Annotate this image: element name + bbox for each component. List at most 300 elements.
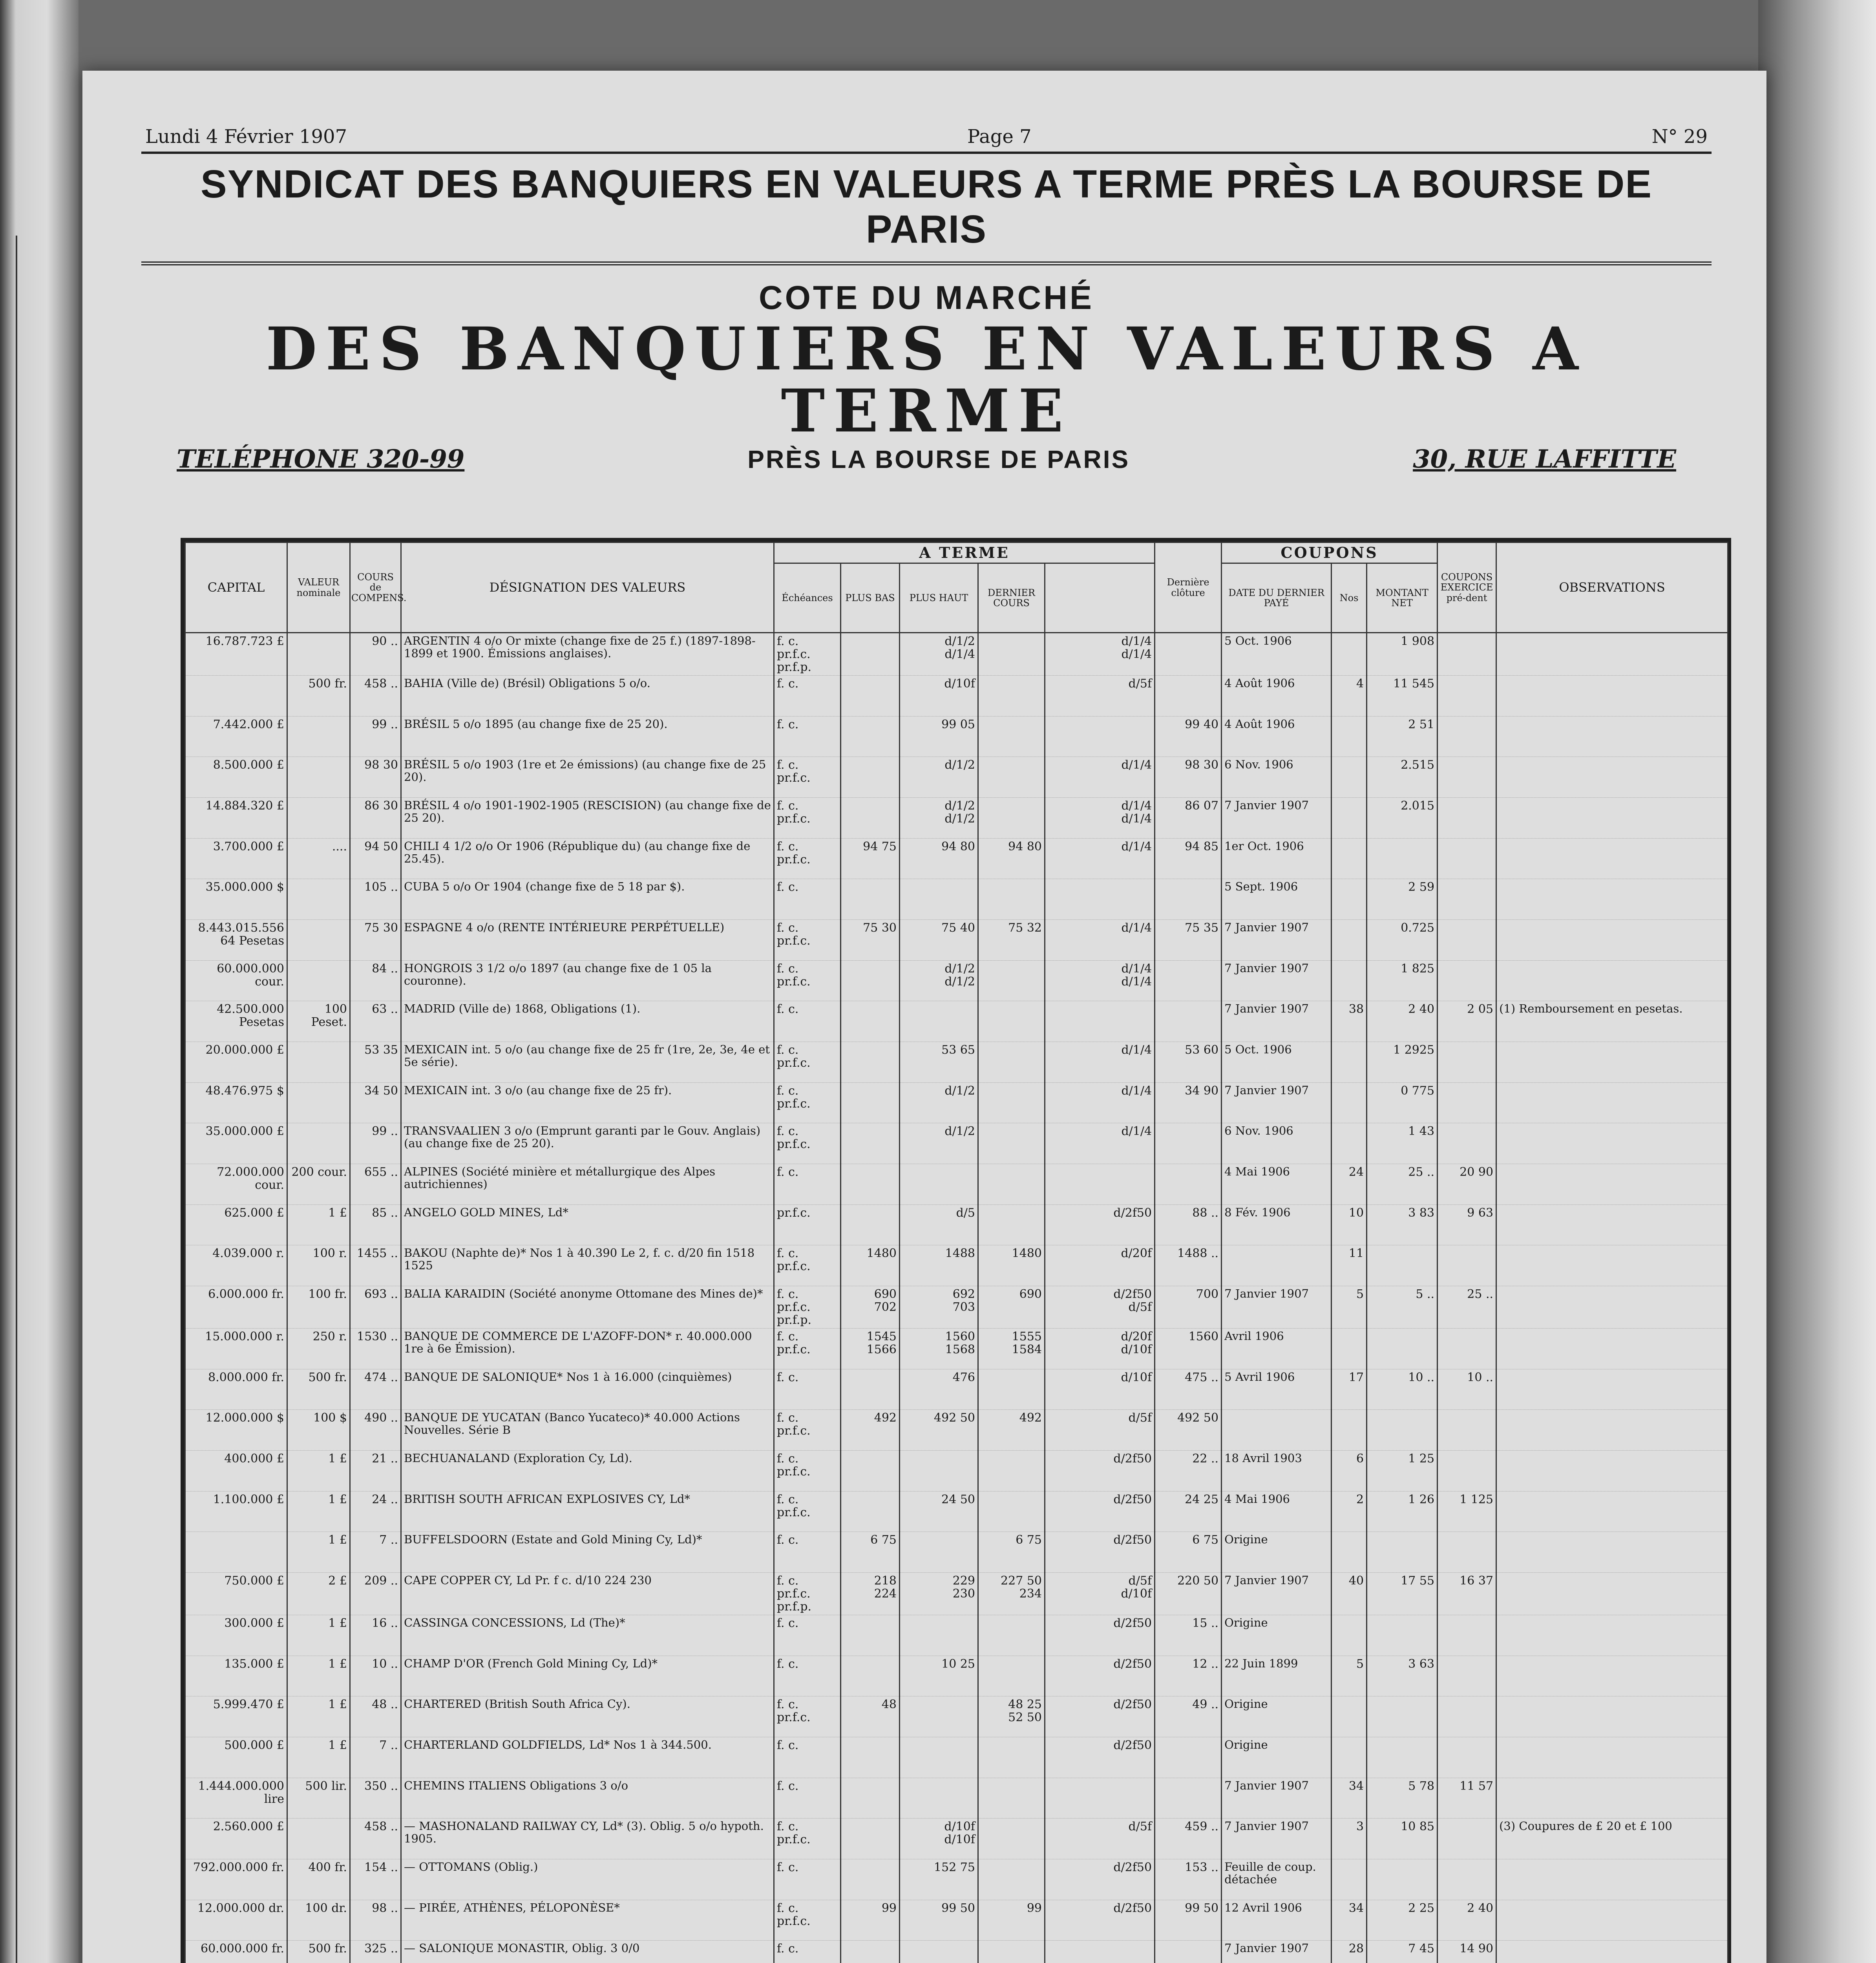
cell-valeur-nominale: 100 $ — [287, 1410, 350, 1451]
cell-valeur-nominale: 2 £ — [287, 1573, 350, 1615]
cell-plus-bas — [841, 1819, 900, 1859]
cell-coupon-date: Avril 1906 — [1222, 1329, 1332, 1369]
cell-coupon-number — [1332, 879, 1367, 920]
cell-derniere-cloture: 220 50 — [1155, 1573, 1222, 1615]
cell-derniere-cloture: 98 30 — [1155, 757, 1222, 798]
cell-observation — [1496, 798, 1728, 839]
cell-plus-haut: d/1/2 d/1/2 — [900, 960, 978, 1001]
cell-designation: — OTTOMANS (Oblig.) — [401, 1859, 774, 1900]
cell-coupon-date: 5 Oct. 1906 — [1222, 633, 1332, 676]
page-edge-strip — [1758, 0, 1876, 1963]
cell-report: d/2f50 — [1045, 1656, 1155, 1696]
cell-observation: (1) Remboursement en pesetas. — [1496, 1001, 1728, 1042]
cell-dernier-cours: 1480 — [978, 1245, 1045, 1286]
cell-coupon-number: 5 — [1332, 1286, 1367, 1329]
cote-heading: COTE DU MARCHÉ — [759, 279, 1094, 316]
cell-plus-haut: 75 40 — [900, 920, 978, 961]
cell-valeur-nominale — [287, 1123, 350, 1164]
cell-coupon-precedent — [1438, 1451, 1496, 1491]
cell-designation: CAPE COPPER CY, Ld Pr. f c. d/10 224 230 — [401, 1573, 774, 1615]
cell-dernier-cours — [978, 676, 1045, 716]
cell-coupon-precedent: 20 90 — [1438, 1164, 1496, 1205]
cell-derniere-cloture — [1155, 1778, 1222, 1819]
cell-montant-net: 0 775 — [1367, 1082, 1438, 1123]
cell-designation: ANGELO GOLD MINES, Ld* — [401, 1204, 774, 1245]
cell-coupon-precedent — [1438, 1245, 1496, 1286]
cell-montant-net: 2 51 — [1367, 716, 1438, 757]
cell-coupon-date: Origine — [1222, 1615, 1332, 1656]
cell-derniere-cloture: 6 75 — [1155, 1532, 1222, 1573]
newspaper-page — [82, 71, 1766, 1963]
cell-plus-haut — [900, 1001, 978, 1042]
cell-designation: BRÉSIL 4 o/o 1901-1902-1905 (RESCISION) (au change fixe de 25 20). — [401, 798, 774, 839]
cell-derniere-cloture: 24 25 — [1155, 1491, 1222, 1532]
cell-coupon-number: 34 — [1332, 1778, 1367, 1819]
cell-report: d/2f50 — [1045, 1615, 1155, 1656]
cell-valeur-nominale — [287, 716, 350, 757]
cell-montant-net — [1367, 1410, 1438, 1451]
col-coupons-exercice: COUPONS EXERCICE pré-dent — [1438, 543, 1496, 633]
cell-report: d/2f50 — [1045, 1451, 1155, 1491]
cell-observation — [1496, 1656, 1728, 1696]
cell-dernier-cours: 94 80 — [978, 838, 1045, 879]
cell-echeances: f. c. — [774, 1941, 841, 1963]
cell-coupon-date: Origine — [1222, 1737, 1332, 1778]
cell-montant-net: 5 .. — [1367, 1286, 1438, 1329]
cell-coupon-date: 7 Janvier 1907 — [1222, 1778, 1332, 1819]
table-row — [185, 1737, 1728, 1778]
cell-montant-net: 10 .. — [1367, 1369, 1438, 1410]
cell-montant-net: 2.515 — [1367, 757, 1438, 798]
table-row — [185, 1778, 1728, 1819]
cell-dernier-cours — [978, 1615, 1045, 1656]
cell-report: d/2f50 — [1045, 1532, 1155, 1573]
cell-cours-compens: 693 .. — [350, 1286, 401, 1329]
cell-derniere-cloture: 459 .. — [1155, 1819, 1222, 1859]
col-coupon-number: Nos — [1332, 563, 1367, 633]
cell-capital: 42.500.000 Pesetas — [185, 1001, 287, 1042]
cell-plus-bas — [841, 1941, 900, 1963]
cell-coupon-date: 4 Mai 1906 — [1222, 1491, 1332, 1532]
cell-echeances: f. c. — [774, 676, 841, 716]
cell-coupon-number — [1332, 1737, 1367, 1778]
cell-montant-net — [1367, 838, 1438, 879]
cell-coupon-date: Origine — [1222, 1696, 1332, 1737]
table-row — [185, 1941, 1728, 1963]
cell-coupon-number: 2 — [1332, 1491, 1367, 1532]
cell-observation — [1496, 1286, 1728, 1329]
cell-observation — [1496, 1941, 1728, 1963]
cell-cours-compens: 458 .. — [350, 1819, 401, 1859]
cell-montant-net — [1367, 1532, 1438, 1573]
cell-coupon-precedent — [1438, 1532, 1496, 1573]
cell-plus-haut: 152 75 — [900, 1859, 978, 1900]
cell-report: d/1/4 d/1/4 — [1045, 960, 1155, 1001]
cell-report: d/2f50 — [1045, 1859, 1155, 1900]
col-plus-haut: PLUS HAUT — [900, 563, 978, 633]
cell-derniere-cloture: 94 85 — [1155, 838, 1222, 879]
cell-derniere-cloture — [1155, 633, 1222, 676]
cell-designation: CHILI 4 1/2 o/o Or 1906 (République du) (au change fixe de 25.45). — [401, 838, 774, 879]
cell-dernier-cours — [978, 1778, 1045, 1819]
cell-capital — [185, 676, 287, 716]
cell-report: d/1/4 — [1045, 920, 1155, 961]
cell-echeances: f. c. pr.f.c. — [774, 1491, 841, 1532]
cell-cours-compens: 154 .. — [350, 1859, 401, 1900]
cell-dernier-cours — [978, 960, 1045, 1001]
cell-dernier-cours — [978, 879, 1045, 920]
cell-capital: 4.039.000 r. — [185, 1245, 287, 1286]
cell-capital: 14.884.320 £ — [185, 798, 287, 839]
cell-derniere-cloture — [1155, 879, 1222, 920]
cell-cours-compens: 474 .. — [350, 1369, 401, 1410]
col-observations: OBSERVATIONS — [1496, 543, 1728, 633]
cell-coupon-number — [1332, 1123, 1367, 1164]
cell-plus-bas: 75 30 — [841, 920, 900, 961]
table-row — [185, 1491, 1728, 1532]
cell-capital: 750.000 £ — [185, 1573, 287, 1615]
syndicat-banner: SYNDICAT DES BANQUIERS EN VALEURS A TERME PRÈS LA BOURSE DE PARIS — [141, 162, 1712, 265]
cell-montant-net — [1367, 1696, 1438, 1737]
table-row — [185, 1042, 1728, 1083]
cell-dernier-cours: 75 32 — [978, 920, 1045, 961]
cell-cours-compens: 99 .. — [350, 716, 401, 757]
cell-report: d/1/4 d/1/4 — [1045, 633, 1155, 676]
header-page: Page 7 — [967, 126, 1032, 148]
cell-designation: CHARTERED (British South Africa Cy). — [401, 1696, 774, 1737]
cell-observation — [1496, 676, 1728, 716]
cell-designation: CHAMP D'OR (French Gold Mining Cy, Ld)* — [401, 1656, 774, 1696]
cell-capital: 35.000.000 £ — [185, 1123, 287, 1164]
cell-echeances: f. c. — [774, 1164, 841, 1205]
cell-designation: — PIRÉE, ATHÈNES, PÉLOPONÈSE* — [401, 1900, 774, 1941]
cell-echeances: f. c. — [774, 1001, 841, 1042]
cell-observation — [1496, 1204, 1728, 1245]
cell-montant-net: 1 43 — [1367, 1123, 1438, 1164]
cell-cours-compens: 16 .. — [350, 1615, 401, 1656]
cell-plus-bas: 218 224 — [841, 1573, 900, 1615]
cell-designation: MEXICAIN int. 5 o/o (au change fixe de 25 fr (1re, 2e, 3e, 4e et 5e série). — [401, 1042, 774, 1083]
cell-plus-bas — [841, 1491, 900, 1532]
cell-coupon-number: 24 — [1332, 1164, 1367, 1205]
cell-coupon-precedent: 11 57 — [1438, 1778, 1496, 1819]
cell-coupon-precedent — [1438, 757, 1496, 798]
cell-coupon-date: 12 Avril 1906 — [1222, 1900, 1332, 1941]
cell-capital: 16.787.723 £ — [185, 633, 287, 676]
cell-observation — [1496, 1042, 1728, 1083]
cell-echeances: f. c. — [774, 1859, 841, 1900]
cell-montant-net — [1367, 1615, 1438, 1656]
cell-coupon-precedent: 25 .. — [1438, 1286, 1496, 1329]
cell-montant-net: 7 45 — [1367, 1941, 1438, 1963]
cell-cours-compens: 86 30 — [350, 798, 401, 839]
cell-plus-haut — [900, 879, 978, 920]
cell-coupon-precedent: 10 .. — [1438, 1369, 1496, 1410]
cell-designation: BANQUE DE YUCATAN (Banco Yucateco)* 40.000 Actions Nouvelles. Série B — [401, 1410, 774, 1451]
cell-cours-compens: 21 .. — [350, 1451, 401, 1491]
cell-capital: 135.000 £ — [185, 1656, 287, 1696]
cell-report: d/1/4 — [1045, 757, 1155, 798]
cell-plus-haut: 94 80 — [900, 838, 978, 879]
cell-derniere-cloture — [1155, 960, 1222, 1001]
cell-coupon-number: 17 — [1332, 1369, 1367, 1410]
cell-echeances: f. c. — [774, 1615, 841, 1656]
cell-plus-haut: d/1/2 d/1/2 — [900, 798, 978, 839]
cell-observation — [1496, 1329, 1728, 1369]
cell-coupon-precedent — [1438, 1615, 1496, 1656]
cell-coupon-number: 3 — [1332, 1819, 1367, 1859]
cell-coupon-number — [1332, 960, 1367, 1001]
cell-coupon-date: 7 Janvier 1907 — [1222, 1082, 1332, 1123]
cell-coupon-number: 10 — [1332, 1204, 1367, 1245]
cell-designation: BECHUANALAND (Exploration Cy, Ld). — [401, 1451, 774, 1491]
table-row — [185, 1286, 1728, 1329]
cell-designation: MADRID (Ville de) 1868, Obligations (1). — [401, 1001, 774, 1042]
table-row — [185, 1656, 1728, 1696]
cell-cours-compens: 24 .. — [350, 1491, 401, 1532]
cell-montant-net: 5 78 — [1367, 1778, 1438, 1819]
cell-echeances: f. c. pr.f.c. — [774, 1042, 841, 1083]
cell-echeances: f. c. pr.f.c. pr.f.p. — [774, 1573, 841, 1615]
cell-valeur-nominale: 1 £ — [287, 1615, 350, 1656]
cell-coupon-precedent: 2 40 — [1438, 1900, 1496, 1941]
cell-capital: 3.700.000 £ — [185, 838, 287, 879]
cell-capital: 5.999.470 £ — [185, 1696, 287, 1737]
cell-plus-haut: d/5 — [900, 1204, 978, 1245]
cell-valeur-nominale: 500 fr. — [287, 676, 350, 716]
cell-cours-compens: 7 .. — [350, 1737, 401, 1778]
cell-cours-compens: 7 .. — [350, 1532, 401, 1573]
table-row — [185, 1204, 1728, 1245]
cell-montant-net: 2 40 — [1367, 1001, 1438, 1042]
cell-montant-net — [1367, 1329, 1438, 1369]
cell-plus-bas: 1480 — [841, 1245, 900, 1286]
cell-observation — [1496, 1900, 1728, 1941]
cell-cours-compens: 458 .. — [350, 676, 401, 716]
cell-valeur-nominale: 500 fr. — [287, 1369, 350, 1410]
cell-designation: CHEMINS ITALIENS Obligations 3 o/o — [401, 1778, 774, 1819]
cell-derniere-cloture: 34 90 — [1155, 1082, 1222, 1123]
cell-cours-compens: 209 .. — [350, 1573, 401, 1615]
cell-designation: CUBA 5 o/o Or 1904 (change fixe de 5 18 par $). — [401, 879, 774, 920]
cell-coupon-number — [1332, 633, 1367, 676]
cell-montant-net: 0.725 — [1367, 920, 1438, 961]
cell-observation — [1496, 1532, 1728, 1573]
cell-montant-net: 10 85 — [1367, 1819, 1438, 1859]
cell-coupon-number — [1332, 1329, 1367, 1369]
cell-report: d/2f50 d/5f — [1045, 1286, 1155, 1329]
cell-echeances: f. c. pr.f.c. — [774, 1819, 841, 1859]
cell-coupon-precedent — [1438, 1656, 1496, 1696]
cell-report: d/1/4 — [1045, 1082, 1155, 1123]
cell-valeur-nominale — [287, 798, 350, 839]
cell-observation — [1496, 1410, 1728, 1451]
cell-coupon-number: 28 — [1332, 1941, 1367, 1963]
cell-valeur-nominale: 100 r. — [287, 1245, 350, 1286]
cell-valeur-nominale — [287, 1042, 350, 1083]
page-header — [141, 126, 1712, 154]
cell-plus-haut: 692 703 — [900, 1286, 978, 1329]
cell-derniere-cloture — [1155, 1123, 1222, 1164]
cell-observation — [1496, 1245, 1728, 1286]
cell-capital: 8.500.000 £ — [185, 757, 287, 798]
cell-plus-haut: 24 50 — [900, 1491, 978, 1532]
cell-coupon-number — [1332, 716, 1367, 757]
cell-designation: BALIA KARAIDIN (Société anonyme Ottomane des Mines de)* — [401, 1286, 774, 1329]
cell-dernier-cours — [978, 1082, 1045, 1123]
cell-coupon-number: 4 — [1332, 676, 1367, 716]
cell-coupon-date: 6 Nov. 1906 — [1222, 757, 1332, 798]
cell-cours-compens: 75 30 — [350, 920, 401, 961]
cell-derniere-cloture: 99 50 — [1155, 1900, 1222, 1941]
cell-cours-compens: 350 .. — [350, 1778, 401, 1819]
cell-montant-net: 11 545 — [1367, 676, 1438, 716]
cell-cours-compens: 85 .. — [350, 1204, 401, 1245]
cell-derniere-cloture: 53 60 — [1155, 1042, 1222, 1083]
table-row — [185, 838, 1728, 879]
cell-coupon-date: 6 Nov. 1906 — [1222, 1123, 1332, 1164]
cell-cours-compens: 1530 .. — [350, 1329, 401, 1369]
table-row — [185, 1696, 1728, 1737]
cell-plus-haut: 229 230 — [900, 1573, 978, 1615]
cell-designation: MEXICAIN int. 3 o/o (au change fixe de 25 fr). — [401, 1082, 774, 1123]
cell-designation: BRITISH SOUTH AFRICAN EXPLOSIVES CY, Ld* — [401, 1491, 774, 1532]
cell-derniere-cloture: 1488 .. — [1155, 1245, 1222, 1286]
cell-coupon-date: 4 Août 1906 — [1222, 716, 1332, 757]
col-plus-bas: PLUS BAS — [841, 563, 900, 633]
cell-montant-net: 1 908 — [1367, 633, 1438, 676]
cell-plus-bas: 492 — [841, 1410, 900, 1451]
cell-montant-net: 1 2925 — [1367, 1042, 1438, 1083]
table-row — [185, 1615, 1728, 1656]
cell-coupon-precedent: 2 05 — [1438, 1001, 1496, 1042]
cell-report: d/5f d/10f — [1045, 1573, 1155, 1615]
cell-coupon-date: 7 Janvier 1907 — [1222, 798, 1332, 839]
cell-designation: CHARTERLAND GOLDFIELDS, Ld* Nos 1 à 344.500. — [401, 1737, 774, 1778]
cell-report: d/5f — [1045, 676, 1155, 716]
cell-valeur-nominale: 250 r. — [287, 1329, 350, 1369]
cell-dernier-cours: 48 25 52 50 — [978, 1696, 1045, 1737]
cell-derniere-cloture — [1155, 1001, 1222, 1042]
cell-observation — [1496, 1737, 1728, 1778]
cell-derniere-cloture — [1155, 1164, 1222, 1205]
cell-designation: TRANSVAALIEN 3 o/o (Emprunt garanti par le Gouv. Anglais) (au change fixe de 25 20). — [401, 1123, 774, 1164]
cell-dernier-cours — [978, 716, 1045, 757]
cell-report: d/10f — [1045, 1369, 1155, 1410]
cell-plus-bas — [841, 716, 900, 757]
table-row — [185, 1900, 1728, 1941]
cell-dernier-cours — [978, 1859, 1045, 1900]
cell-echeances: pr.f.c. — [774, 1204, 841, 1245]
col-echeances: Échéances — [774, 563, 841, 633]
cell-capital: 1.444.000.000 lire — [185, 1778, 287, 1819]
cell-dernier-cours — [978, 1123, 1045, 1164]
cell-montant-net: 2 59 — [1367, 879, 1438, 920]
cell-dernier-cours: 99 — [978, 1900, 1045, 1941]
table-row — [185, 1451, 1728, 1491]
header-number: N° 29 — [1651, 126, 1708, 148]
cell-echeances: f. c. — [774, 1532, 841, 1573]
cell-derniere-cloture: 22 .. — [1155, 1451, 1222, 1491]
cell-coupon-precedent — [1438, 838, 1496, 879]
cell-observation — [1496, 838, 1728, 879]
cell-plus-bas: 6 75 — [841, 1532, 900, 1573]
cell-valeur-nominale: 200 cour. — [287, 1164, 350, 1205]
cell-valeur-nominale: 1 £ — [287, 1696, 350, 1737]
cell-dernier-cours — [978, 1369, 1045, 1410]
table-row — [185, 1245, 1728, 1286]
cell-coupon-precedent — [1438, 633, 1496, 676]
cell-plus-haut: 1560 1568 — [900, 1329, 978, 1369]
cell-derniere-cloture: 12 .. — [1155, 1656, 1222, 1696]
cell-report: d/5f — [1045, 1819, 1155, 1859]
cell-derniere-cloture: 15 .. — [1155, 1615, 1222, 1656]
cell-derniere-cloture — [1155, 676, 1222, 716]
table-row — [185, 1819, 1728, 1859]
cell-valeur-nominale: .... — [287, 838, 350, 879]
cell-plus-bas — [841, 633, 900, 676]
cell-dernier-cours: 690 — [978, 1286, 1045, 1329]
cell-valeur-nominale — [287, 960, 350, 1001]
cell-dernier-cours — [978, 1737, 1045, 1778]
cell-derniere-cloture: 475 .. — [1155, 1369, 1222, 1410]
col-valeur-nominale: VALEUR nominale — [287, 543, 350, 633]
cell-designation: BRÉSIL 5 o/o 1903 (1re et 2e émissions) (au change fixe de 25 20). — [401, 757, 774, 798]
cell-observation — [1496, 960, 1728, 1001]
cell-coupon-precedent: 1 125 — [1438, 1491, 1496, 1532]
telephone: TELÉPHONE 320-99 — [177, 444, 465, 474]
cell-cours-compens: 48 .. — [350, 1696, 401, 1737]
cell-coupon-precedent — [1438, 1859, 1496, 1900]
cell-echeances: f. c. pr.f.c. — [774, 1451, 841, 1491]
cell-derniere-cloture: 86 07 — [1155, 798, 1222, 839]
cell-coupon-precedent — [1438, 1329, 1496, 1369]
cell-designation: CASSINGA CONCESSIONS, Ld (The)* — [401, 1615, 774, 1656]
cell-observation — [1496, 1615, 1728, 1656]
cell-report — [1045, 716, 1155, 757]
cell-coupon-number — [1332, 1696, 1367, 1737]
cell-capital: 500.000 £ — [185, 1737, 287, 1778]
cell-plus-bas — [841, 1042, 900, 1083]
cell-coupon-date: 18 Avril 1903 — [1222, 1451, 1332, 1491]
cell-coupon-precedent — [1438, 676, 1496, 716]
cell-coupon-precedent: 9 63 — [1438, 1204, 1496, 1245]
table-row — [185, 1532, 1728, 1573]
cell-coupon-date: 7 Janvier 1907 — [1222, 1286, 1332, 1329]
cell-designation: HONGROIS 3 1/2 o/o 1897 (au change fixe de 1 05 la couronne). — [401, 960, 774, 1001]
cell-coupon-date: Origine — [1222, 1532, 1332, 1573]
cell-montant-net: 1 26 — [1367, 1491, 1438, 1532]
cell-dernier-cours: 227 50 234 — [978, 1573, 1045, 1615]
table-row — [185, 1164, 1728, 1205]
cell-derniere-cloture: 88 .. — [1155, 1204, 1222, 1245]
cell-echeances: f. c. pr.f.c. — [774, 960, 841, 1001]
cell-valeur-nominale: 100 Peset. — [287, 1001, 350, 1042]
cell-valeur-nominale — [287, 633, 350, 676]
cell-observation — [1496, 757, 1728, 798]
cell-designation: BANQUE DE COMMERCE DE L'AZOFF-DON* r. 40.000.000 1re à 6e Émission). — [401, 1329, 774, 1369]
cell-echeances: f. c. pr.f.c. pr.f.p. — [774, 1286, 841, 1329]
cell-derniere-cloture: 700 — [1155, 1286, 1222, 1329]
cell-capital: 300.000 £ — [185, 1615, 287, 1656]
cell-designation: ARGENTIN 4 o/o Or mixte (change fixe de 25 f.) (1897-1898-1899 et 1900. Émissions anglaises). — [401, 633, 774, 676]
table-row — [185, 1001, 1728, 1042]
cell-capital: 8.443.015.556 64 Pesetas — [185, 920, 287, 961]
cell-dernier-cours — [978, 1819, 1045, 1859]
cell-capital — [185, 1532, 287, 1573]
cell-plus-haut — [900, 1532, 978, 1573]
cell-capital: 15.000.000 r. — [185, 1329, 287, 1369]
